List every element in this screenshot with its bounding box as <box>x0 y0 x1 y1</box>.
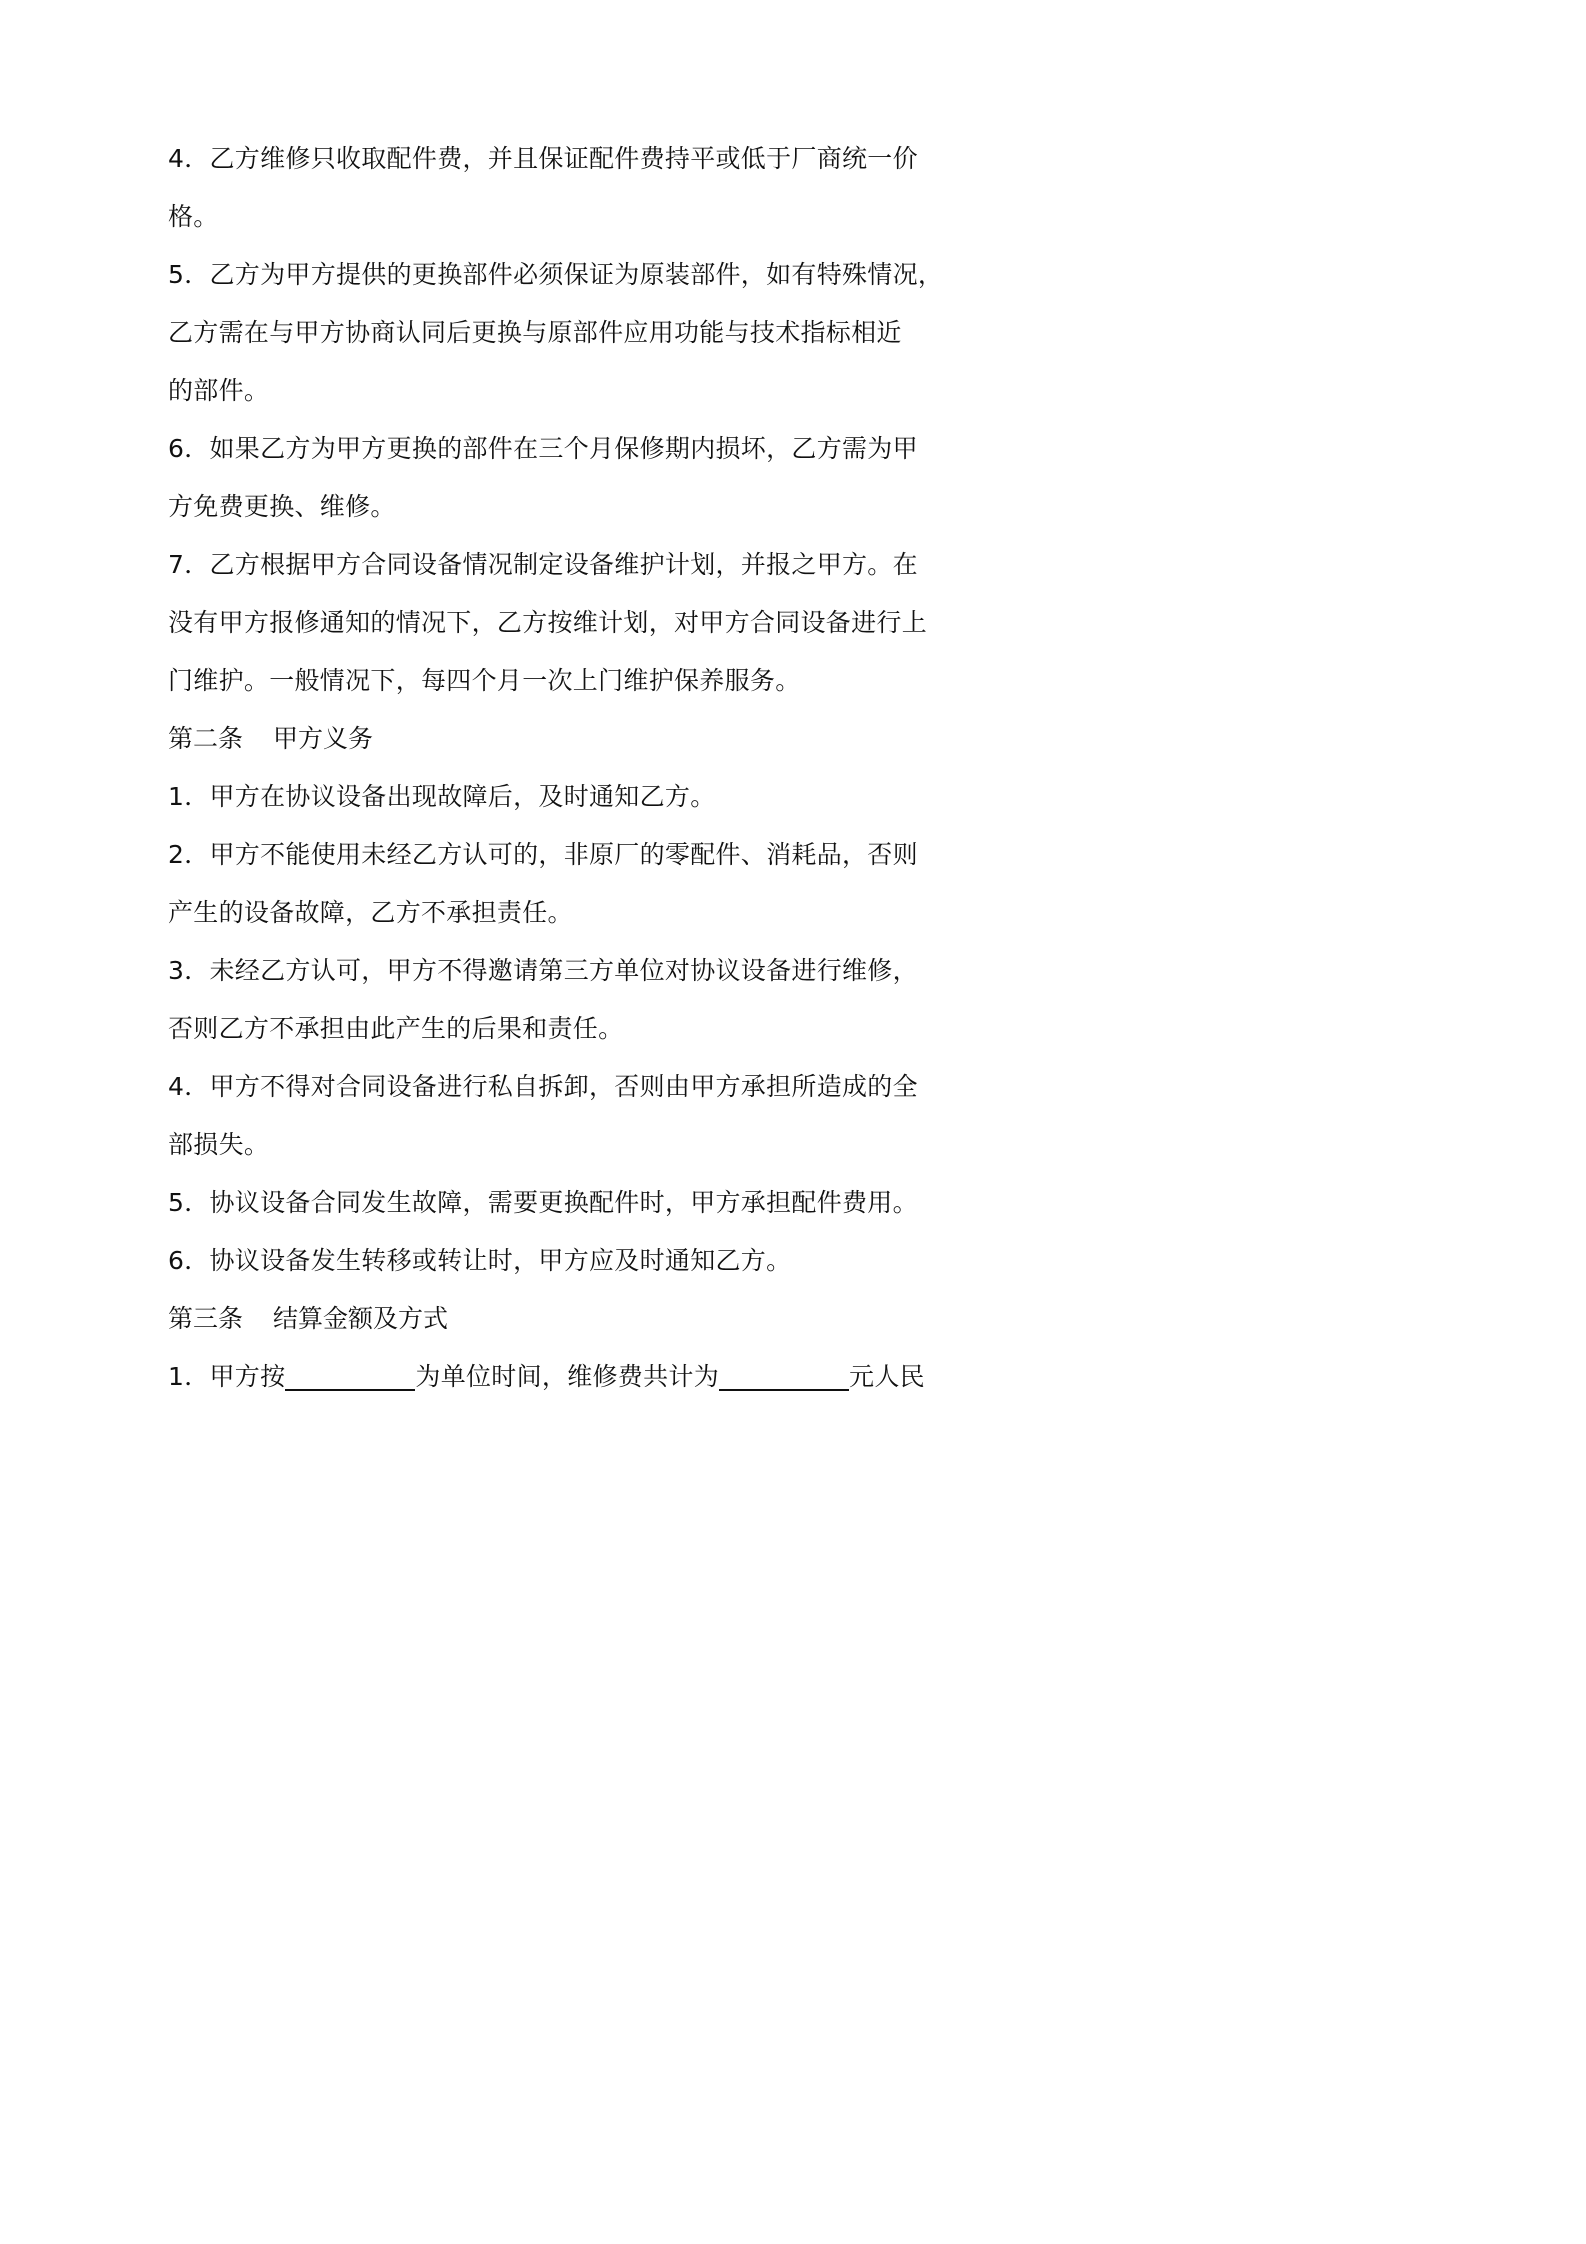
a3-item1-part3: 元人民 <box>849 1362 925 1391</box>
article2-number: 第二条 <box>168 724 244 753</box>
a3-item1-part1: 1．甲方按 <box>168 1362 286 1391</box>
s1-item5-line1: 5．乙方为甲方提供的更换部件必须保证为原装部件，如有特殊情况， <box>168 260 944 289</box>
s1-item4-line1: 4．乙方维修只收取配件费，并且保证配件费持平或低于厂商统一价 <box>168 144 918 173</box>
article3-number: 第三条 <box>168 1304 244 1333</box>
s1-item7-line2: 没有甲方报修通知的情况下，乙方按维计划，对甲方合同设备进行上 <box>168 608 928 637</box>
s1-item6-line2: 方免费更换、维修。 <box>168 492 396 521</box>
article2-title: 甲方义务 <box>273 724 374 753</box>
s1-item5-line3: 的部件。 <box>168 376 270 405</box>
a2-item4-line1: 4．甲方不得对合同设备进行私自拆卸，否则由甲方承担所造成的全 <box>168 1072 918 1101</box>
blank-fee-amount-field[interactable] <box>719 1355 849 1391</box>
s1-item4-line2: 格。 <box>168 202 219 231</box>
article3-title: 结算金额及方式 <box>273 1304 449 1333</box>
a2-item4-line2: 部损失。 <box>168 1130 270 1159</box>
a2-item2-line2: 产生的设备故障，乙方不承担责任。 <box>168 898 573 927</box>
s1-item6-line1: 6．如果乙方为甲方更换的部件在三个月保修期内损坏，乙方需为甲 <box>168 434 918 463</box>
article3-heading <box>168 1290 958 1348</box>
a2-item1-line1: 1．甲方在协议设备出现故障后，及时通知乙方。 <box>168 782 716 811</box>
blank-unit-time-field[interactable] <box>285 1355 415 1391</box>
a2-item6-line1: 6．协议设备发生转移或转让时，甲方应及时通知乙方。 <box>168 1246 792 1275</box>
s1-item5-line2: 乙方需在与甲方协商认同后更换与原部件应用功能与技术指标相近 <box>168 318 902 347</box>
article2-heading <box>168 710 958 768</box>
a3-item1-part2: 为单位时间，维修费共计为 <box>415 1362 720 1391</box>
a2-item3-line1: 3．未经乙方认可，甲方不得邀请第三方单位对协议设备进行维修， <box>168 956 918 985</box>
a3-item1-line1 <box>168 1348 958 1406</box>
s1-item7-line1: 7．乙方根据甲方合同设备情况制定设备维护计划，并报之甲方。在 <box>168 550 918 579</box>
document-body <box>168 130 958 1406</box>
document-page <box>0 0 1102 1559</box>
a2-item2-line1: 2．甲方不能使用未经乙方认可的，非原厂的零配件、消耗品，否则 <box>168 840 918 869</box>
a2-item5-line1: 5．协议设备合同发生故障，需要更换配件时，甲方承担配件费用。 <box>168 1188 918 1217</box>
a2-item3-line2: 否则乙方不承担由此产生的后果和责任。 <box>168 1014 624 1043</box>
s1-item7-line3: 门维护。一般情况下，每四个月一次上门维护保养服务。 <box>168 666 801 695</box>
